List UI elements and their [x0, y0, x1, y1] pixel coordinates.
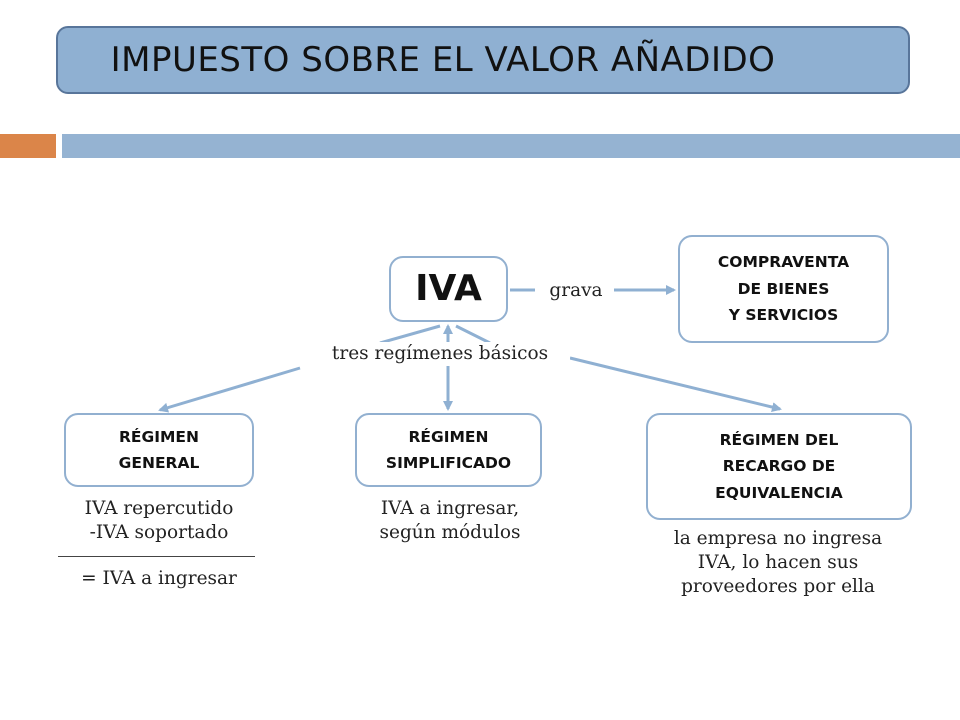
general-formula-line2: -IVA soportado: [89, 522, 229, 543]
arrow-to-general: [160, 368, 300, 410]
recargo-description: la empresa no ingresa IVA, lo hacen sus proveedores por ella: [673, 528, 883, 597]
regimen-recargo-node: [646, 413, 912, 520]
iva-label: IVA: [415, 268, 482, 309]
accent-bar-blue: [62, 134, 960, 158]
arrow-tres-iva-left: [380, 326, 440, 343]
accent-bar-orange: [0, 134, 56, 158]
general-formula: [54, 497, 264, 545]
regimen-general-node: [64, 413, 254, 487]
iva-node: [389, 256, 508, 322]
formula-divider: [58, 556, 255, 557]
tres-regimenes-label: tres regímenes básicos: [310, 342, 570, 366]
regimen-simplificado-label: RÉGIMEN SIMPLIFICADO: [385, 427, 512, 472]
regimen-general-label: RÉGIMEN GENERAL: [118, 427, 200, 472]
grava-label: grava: [549, 280, 603, 301]
general-formula-result: = IVA a ingresar: [81, 568, 237, 589]
regimen-recargo-label: RÉGIMEN DEL RECARGO DE EQUIVALENCIA: [715, 430, 843, 502]
simplificado-description: IVA a ingresar, según módulos: [379, 498, 521, 543]
arrow-to-recargo: [570, 358, 780, 409]
arrow-tres-iva-right: [456, 326, 490, 343]
title-banner: [56, 26, 910, 94]
page-title: IMPUESTO SOBRE EL VALOR AÑADIDO: [110, 40, 776, 80]
compraventa-node: [678, 235, 889, 343]
general-formula-line1: IVA repercutido: [84, 498, 234, 519]
regimen-simplificado-node: [355, 413, 542, 487]
compraventa-label: COMPRAVENTA DE BIENES Y SERVICIOS: [717, 253, 850, 325]
